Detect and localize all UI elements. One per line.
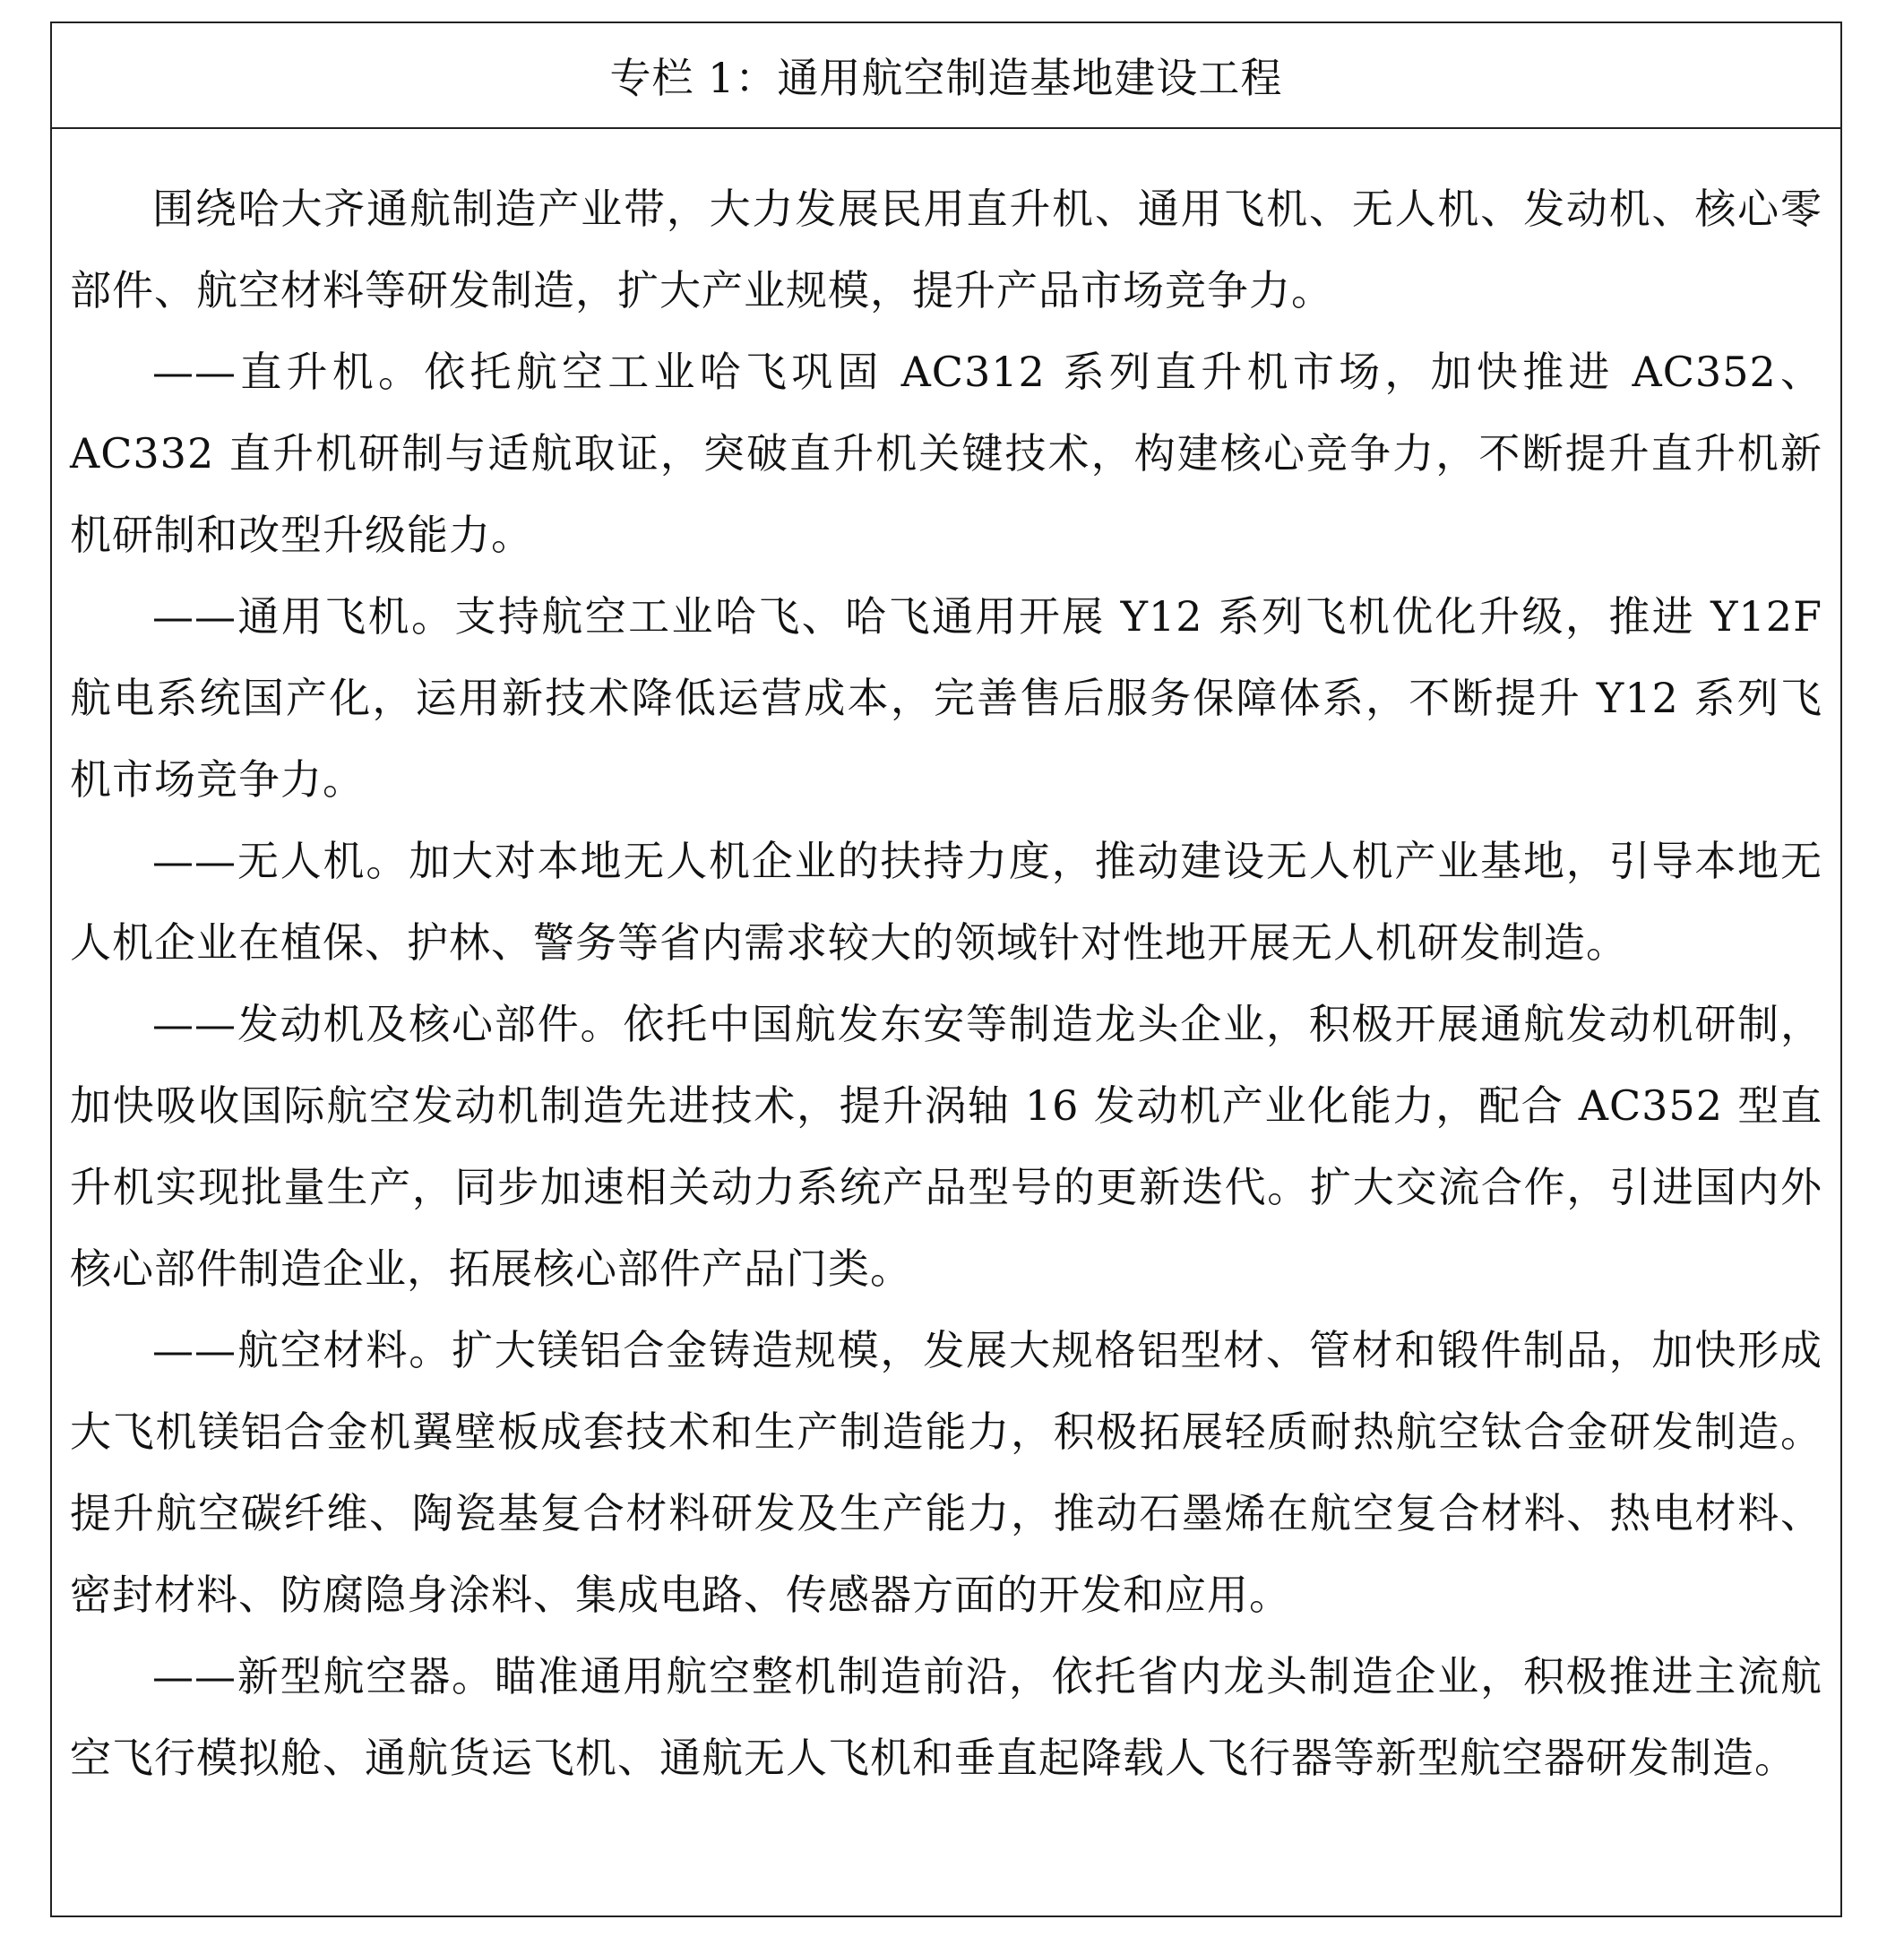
title-row	[52, 23, 1840, 129]
paragraph-engine: ——发动机及核心部件。依托中国航发东安等制造龙头企业，积极开展通航发动机研制，加快吸收国际航空发动机制造先进技术，提升涡轴 16 发动机产业化能力，配合 AC352 型直升机实现批量生产，同步加速相关动力系统产品型号的更新迭代。扩大交流合作，引进国内外核心部件制造企业，拓展核心部件产品门类。	[70, 1000, 1822, 1293]
paragraph-helicopter: ——直升机。依托航空工业哈飞巩固 AC312 系列直升机市场，加快推进 AC352、AC332 直升机研制与适航取证，突破直升机关键技术，构建核心竞争力，不断提升直升机新机研制和改型升级能力。	[70, 348, 1822, 559]
paragraph-general-aircraft: ——通用飞机。支持航空工业哈飞、哈飞通用开展 Y12 系列飞机优化升级，推进 Y12F 航电系统国产化，运用新技术降低运营成本，完善售后服务保障体系，不断提升 Y12 系列飞机市场竞争力。	[70, 592, 1822, 804]
paragraph-materials: ——航空材料。扩大镁铝合金铸造规模，发展大规格铝型材、管材和锻件制品，加快形成大飞机镁铝合金机翼壁板成套技术和生产制造能力，积极拓展轻质耐热航空钛合金研发制造。提升航空碳纤维、陶瓷基复合材料研发及生产能力，推动石墨烯在航空复合材料、热电材料、密封材料、防腐隐身涂料、集成电路、传感器方面的开发和应用。	[70, 1326, 1822, 1619]
paragraph-intro: 围绕哈大齐通航制造产业带，大力发展民用直升机、通用飞机、无人机、发动机、核心零部件、航空材料等研发制造，扩大产业规模，提升产品市场竞争力。	[70, 185, 1822, 314]
box-body	[52, 129, 1840, 1799]
box-title: 专栏 1：通用航空制造基地建设工程	[609, 54, 1283, 102]
paragraph-drone: ——无人机。加大对本地无人机企业的扶持力度，推动建设无人机产业基地，引导本地无人机企业在植保、护林、警务等省内需求较大的领域针对性地开展无人机研发制造。	[70, 837, 1822, 967]
column-box	[50, 22, 1842, 1917]
paragraph-new-aircraft: ——新型航空器。瞄准通用航空整机制造前沿，依托省内龙头制造企业，积极推进主流航空飞行模拟舱、通航货运飞机、通航无人飞机和垂直起降载人飞行器等新型航空器研发制造。	[70, 1652, 1822, 1782]
